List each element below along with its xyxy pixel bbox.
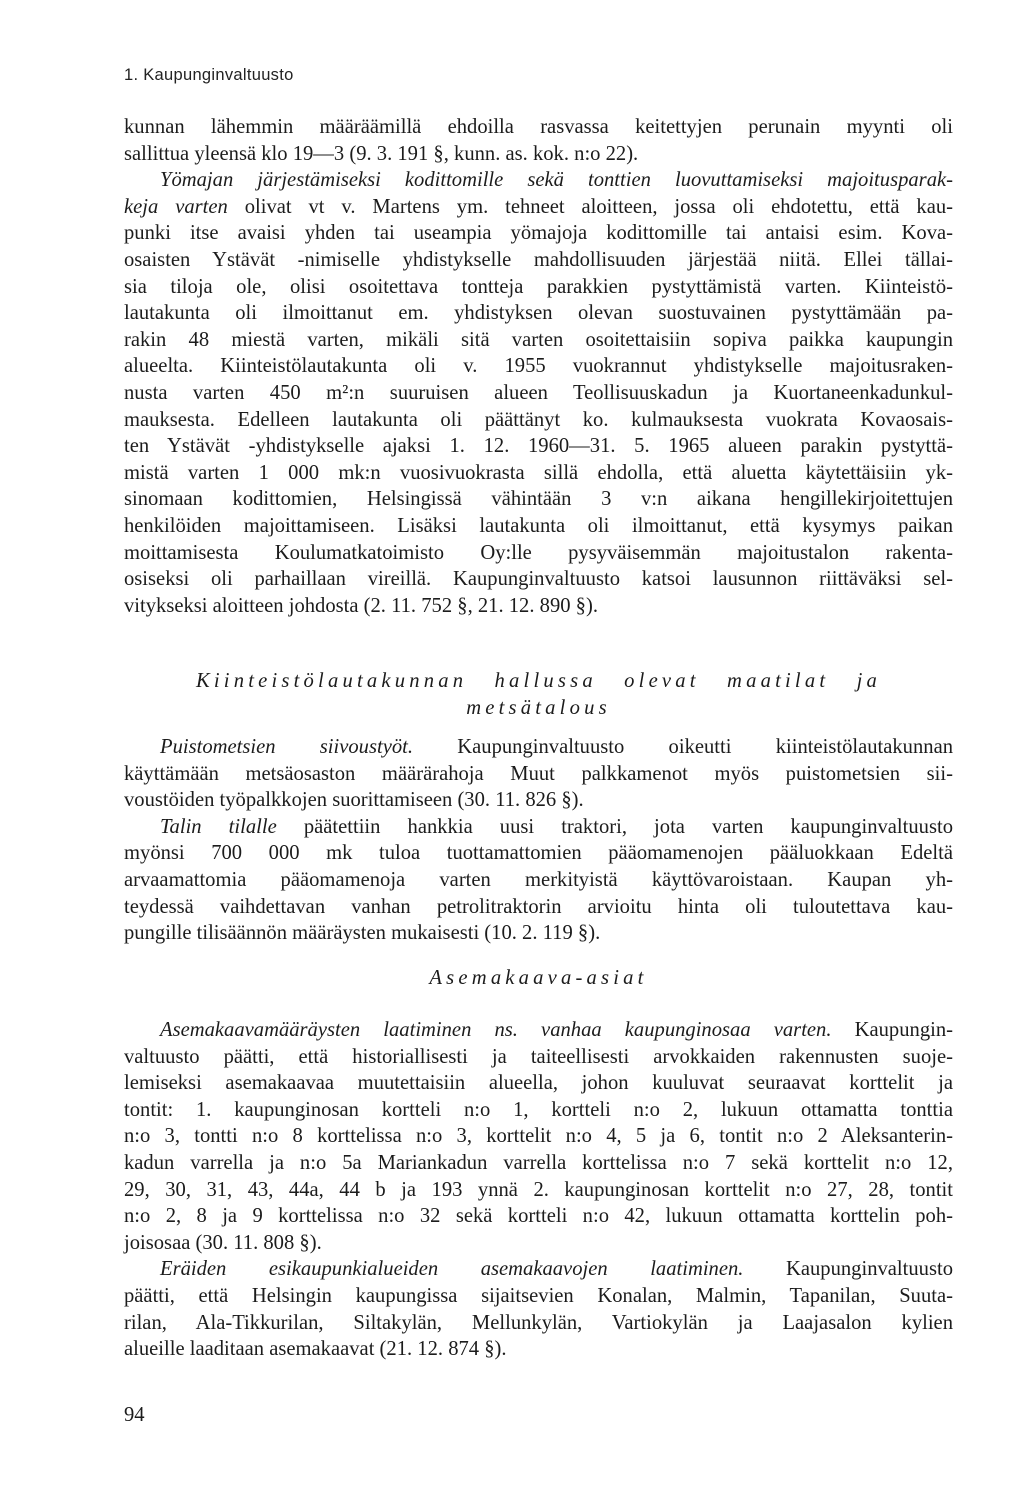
text-line: osaisten Ystävät -nimiselle yhdistykselle mahdollisuuden järjestää niitä. Ellei tällai- [124, 248, 953, 271]
text-line: Puistometsien siivoustyöt. Kaupunginvaltuusto oikeutti kiinteistölautakunnan [160, 736, 954, 758]
text-line: mistä varten 1 000 mk:n vuosivuokrasta sillä ehdolla, että aluetta käytettäisiin yk- [124, 461, 953, 484]
zoning-block [124, 1017, 953, 1363]
text-line: pungille tilisäännön määräysten mukaisesti (10. 2. 119 §). [124, 922, 601, 945]
text-line: joisosaa (30. 11. 808 §). [124, 1231, 322, 1254]
text-line: Asemakaavamääräysten laatiminen ns. vanhaa kaupunginosaa varten. Kaupungin- [160, 1019, 954, 1041]
text-line: kunnan lähemmin määräämillä ehdoilla rasvassa keitettyjen perunain myynti oli [124, 116, 953, 138]
running-head: 1. Kaupunginvaltuusto [124, 66, 294, 84]
text-line: alueille laaditaan asemakaavat (21. 12. 874 §). [124, 1338, 507, 1361]
text-line: sallittua yleensä klo 19—3 (9. 3. 191 §, kunn. as. kok. n:o 22). [124, 142, 639, 165]
section-heading: Asemakaava-asiat [429, 967, 648, 989]
intro-block [124, 114, 953, 619]
text-line: n:o 2, 8 ja 9 korttelissa n:o 32 sekä kortteli n:o 42, lukuun ottamatta korttelin poh- [124, 1205, 953, 1228]
paragraph-title: Puistometsien siivoustyöt. [160, 736, 414, 758]
text-line: nusta varten 450 m²:n suuruisen alueen Teollisuuskadun ja Kuortaneenkadunkul- [124, 381, 953, 404]
text-line: käyttämään metsäosaston määrärahoja Muut palkkamenot myös puistometsien sii- [124, 762, 953, 785]
section-heading-line: metsätalous [466, 696, 611, 719]
text-line: kadun varrella ja n:o 5a Mariankadun varrella korttelissa n:o 7 sekä korttelit n:o 12, [124, 1151, 953, 1174]
text-line: n:o 3, tontti n:o 8 korttelissa n:o 3, korttelit n:o 4, 5 ja 6, tontit n:o 2 Aleksanterin- [124, 1125, 953, 1148]
text-line: tontit: 1. kaupunginosan kortteli n:o 1, kortteli n:o 2, lukuun ottamatta tonttia [124, 1098, 953, 1121]
text-line: Eräiden esikaupunkialueiden asemakaavojen laatiminen. Kaupunginvaltuusto [160, 1258, 953, 1281]
text-line: 29, 30, 31, 43, 44a, 44 b ja 193 ynnä 2. kaupunginosan korttelit n:o 27, 28, tontit [124, 1178, 953, 1201]
text-line: myönsi 700 000 mk tuloa tuottamattomien pääomamenojen pääluokkaan Edeltä [124, 842, 953, 865]
forestry-block [124, 734, 953, 947]
text-line: päätti, että Helsingin kaupungissa sijaitsevien Konalan, Malmin, Tapanilan, Suuta- [124, 1284, 953, 1307]
text-line: lautakunta oli ilmoittanut em. yhdistyksen olevan suostuvainen pystyttämään pa- [124, 302, 953, 325]
paragraph-text: olivat vt v. Martens ym. tehneet aloitteen, jossa oli ehdotettu, että kau- [227, 195, 953, 218]
paragraph-title: Yömajan järjestämiseksi kodittomille sekä tonttien luovuttamiseksi majoitusparak- [160, 169, 953, 192]
text-line: moittamisesta Koulumatkatoimisto Oy:lle pysyväisemmän majoitustalon rakenta- [124, 541, 953, 564]
text-line: sinomaan kodittomien, Helsingissä vähintään 3 v:n aikana hengillekirjoitettujen [124, 488, 953, 511]
text-line: rakin 48 miestä varten, mikäli sitä varten osoitettaisiin sopiva paikka kaupungin [124, 328, 953, 351]
text-line [124, 167, 953, 194]
text-line: vitykseksi aloitteen johdosta (2. 11. 752 §, 21. 12. 890 §). [124, 594, 598, 617]
text-line: Talin tilalle päätettiin hankkia uusi traktori, jota varten kaupunginvaltuusto [160, 815, 953, 838]
paragraph-title: Eräiden esikaupunkialueiden asemakaavojen laatiminen. [160, 1258, 744, 1281]
paragraph-title: keja varten [124, 195, 228, 218]
text-line [124, 194, 953, 221]
text-line: lemiseksi asemakaavaa muutettaisiin alueella, johon kuuluvat seuraavat korttelit ja [124, 1072, 953, 1095]
text-line: osiseksi oli parhaillaan vireillä. Kaupunginvaltuusto katsoi lausunnon riittäväksi sel- [124, 568, 953, 591]
text-line: valtuusto päätti, että historiallisesti ja taiteellisesti arvokkaiden rakennusten suoje- [124, 1045, 953, 1068]
text-line: arvaamattomia pääomamenoja varten merkityistä käyttövaroistaan. Kaupan yh- [124, 868, 953, 891]
text-line: teydessä vaihdettavan vanhan petrolitraktorin arvioitu hinta oli tuloutettava kau- [124, 895, 953, 918]
text-line: sia tiloja ole, olisi osoitettava tontteja parakkien pystyttämistä varten. Kiinteistö- [124, 275, 953, 298]
paragraph-title: Talin tilalle [160, 815, 277, 838]
text-line: ten Ystävät -yhdistykselle ajaksi 1. 12. 1960—31. 5. 1965 alueen parakin pystyttä- [124, 435, 953, 458]
text-line: alueelta. Kiinteistölautakunta oli v. 1955 vuokrannut yhdistykselle majoitusraken- [124, 355, 953, 378]
paragraph-title: Asemakaavamääräysten laatiminen ns. vanhaa kaupunginosaa varten. [160, 1019, 832, 1041]
text-line: henkilöiden majoittamiseen. Lisäksi lautakunta oli ilmoittanut, että kysymys paikan [124, 514, 953, 537]
page-number: 94 [124, 1404, 145, 1426]
section-heading-line: Kiinteistölautakunnan hallussa olevat maatilat ja [195, 670, 882, 692]
text-line: rilan, Ala-Tikkurilan, Siltakylän, Mellunkylän, Vartiokylän ja Laajasalon kylien [124, 1311, 953, 1334]
text-line: punki itse avaisi yhden tai useampia yömajoja kodittomille tai antaisi esim. Kova- [124, 222, 953, 245]
text-line: voustöiden työpalkkojen suorittamiseen (30. 11. 826 §). [124, 789, 584, 812]
text-line: mauksesta. Edelleen lautakunta oli päättänyt ko. kulmauksesta vuokrata Kovaosais- [124, 408, 953, 431]
section-heading [124, 668, 953, 721]
